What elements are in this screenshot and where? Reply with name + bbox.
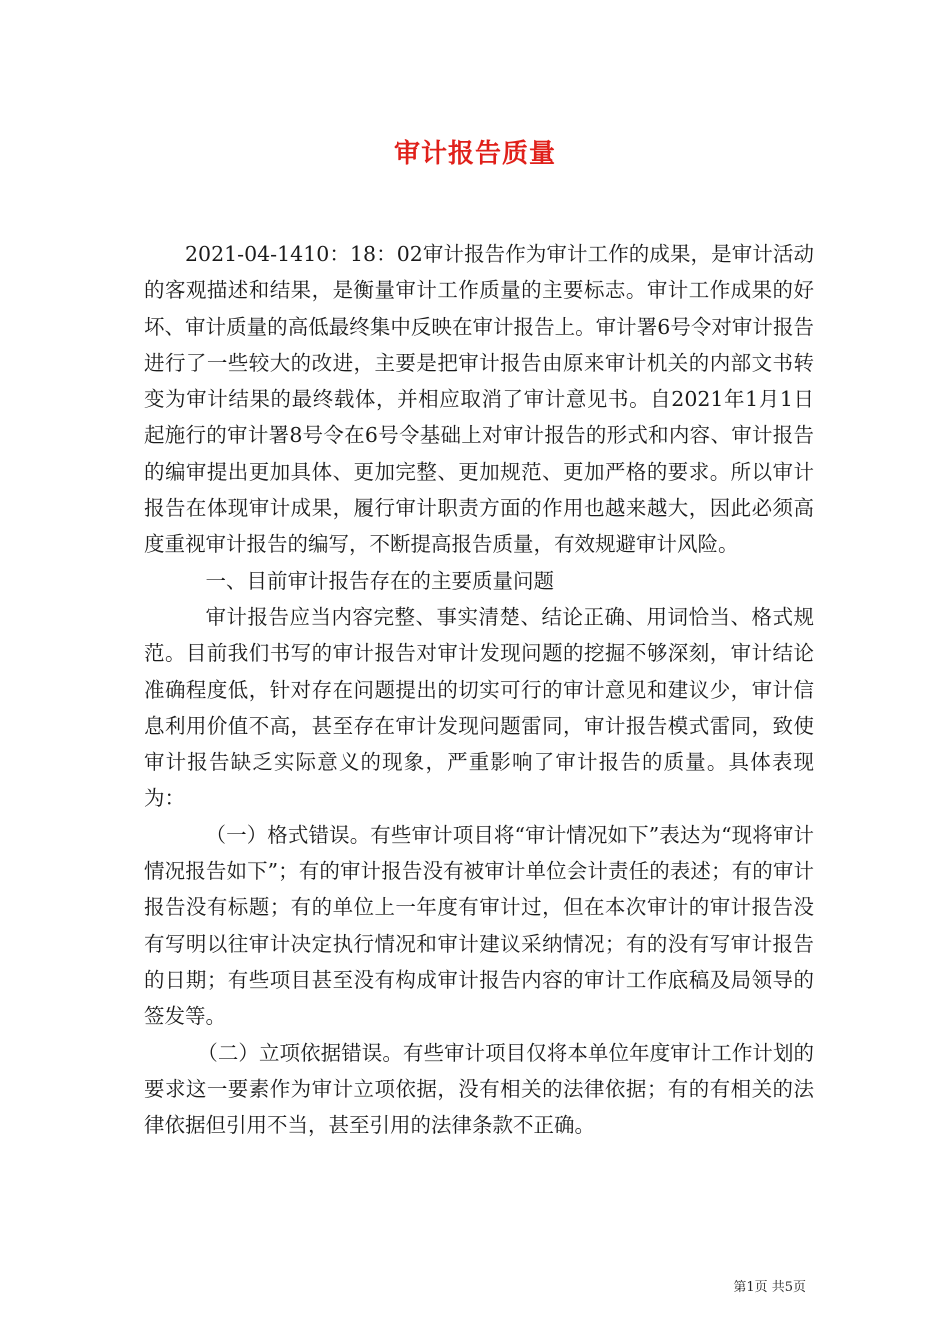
page-number-footer: 第1页 共5页: [733, 1280, 806, 1295]
document-body: [144, 236, 814, 1143]
document-title: 审计报告质量: [393, 139, 556, 169]
paragraph-quality-requirements: 审计报告应当内容完整、事实清楚、结论正确、用词恰当、格式规范。目前我们书写的审计报告对审计发现问题的挖掘不够深刻，审计结论准确程度低，针对存在问题提出的切实可行的审计意见和建议少，审计信息利用价值不高，甚至存在审计发现问题雷同，审计报告模式雷同，致使审计报告缺乏实际意义的现象，严重影响了审计报告的质量。具体表现为：: [144, 604, 814, 811]
section-heading-1: 一、目前审计报告存在的主要质量问题: [205, 568, 554, 593]
paragraph-format-errors: （一）格式错误。有些审计项目将“审计情况如下”表达为“现将审计情况报告如下”；有的审计报告没有被审计单位会计责任的表述；有的审计报告没有标题；有的单位上一年度有审计过，但在本次审计的审计报告没有写明以往审计决定执行情况和审计建议采纳情况；有的没有写审计报告的日期；有些项目甚至没有构成审计报告内容的审计工作底稿及局领导的签发等。: [144, 822, 814, 1029]
paragraph-basis-errors: （二）立项依据错误。有些审计项目仅将本单位年度审计工作计划的要求这一要素作为审计立项依据，没有相关的法律依据；有的有相关的法律依据但引用不当，甚至引用的法律条款不正确。: [144, 1040, 814, 1138]
paragraph-intro: 2021-04-1410：18：02审计报告作为审计工作的成果，是审计活动的客观描述和结果，是衡量审计工作质量的主要标志。审计工作成果的好坏、审计质量的高低最终集中反映在审计报告上。审计署6号令对审计报告进行了一些较大的改进，主要是把审计报告由原来审计机关的内部文书转变为审计结果的最终载体，并相应取消了审计意见书。自2021年1月1日起施行的审计署8号令在6号令基础上对审计报告的形式和内容、审计报告的编审提出更加具体、更加完整、更加规范、更加严格的要求。所以审计报告在体现审计成果，履行审计职责方面的作用也越来越大，因此必须高度重视审计报告的编写，不断提高报告质量，有效规避审计风险。: [144, 242, 814, 557]
